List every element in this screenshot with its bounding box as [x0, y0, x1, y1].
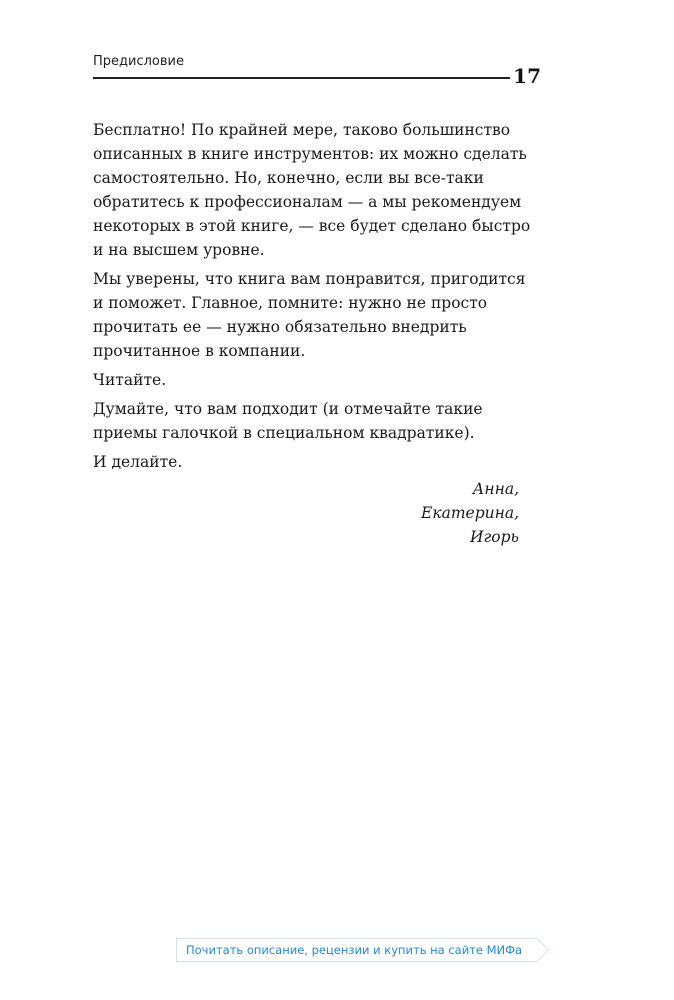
paragraph: Мы уверены, что книга вам понравится, пригодится и поможет. Главное, помните: нужно не просто прочитать ее — нужно обязательно внедрить прочитанное в компании. [93, 270, 526, 360]
signature-line: Анна, [472, 480, 519, 498]
paragraph: И делайте. [93, 453, 183, 471]
arrow-tab [527, 939, 550, 962]
signature-line: Игорь [469, 528, 519, 546]
page-header [93, 54, 541, 94]
body-text [93, 118, 533, 479]
paragraph: Думайте, что вам подходит (и отмечайте такие приемы галочкой в специальном квадратике). [93, 400, 483, 442]
paragraph: Бесплатно! По крайней мере, таково большинство описанных в книге инструментов: их можно сделать самостоятельно. Но, конечно, если вы все-таки обратитесь к профессионалам — а мы рекомендуем некоторых в этой книге, — все будет сделано быстро и на высшем уровне. [93, 121, 531, 259]
signature-line: Екатерина, [421, 504, 519, 522]
buy-link[interactable] [176, 938, 538, 962]
signature [421, 477, 519, 549]
section-title: Предисловие [93, 54, 184, 69]
paragraph: Читайте. [93, 371, 167, 389]
buy-link-label: Почитать описание, рецензии и купить на сайте МИФа [186, 943, 523, 957]
page-number: 17 [513, 64, 541, 88]
header-rule [93, 77, 510, 79]
